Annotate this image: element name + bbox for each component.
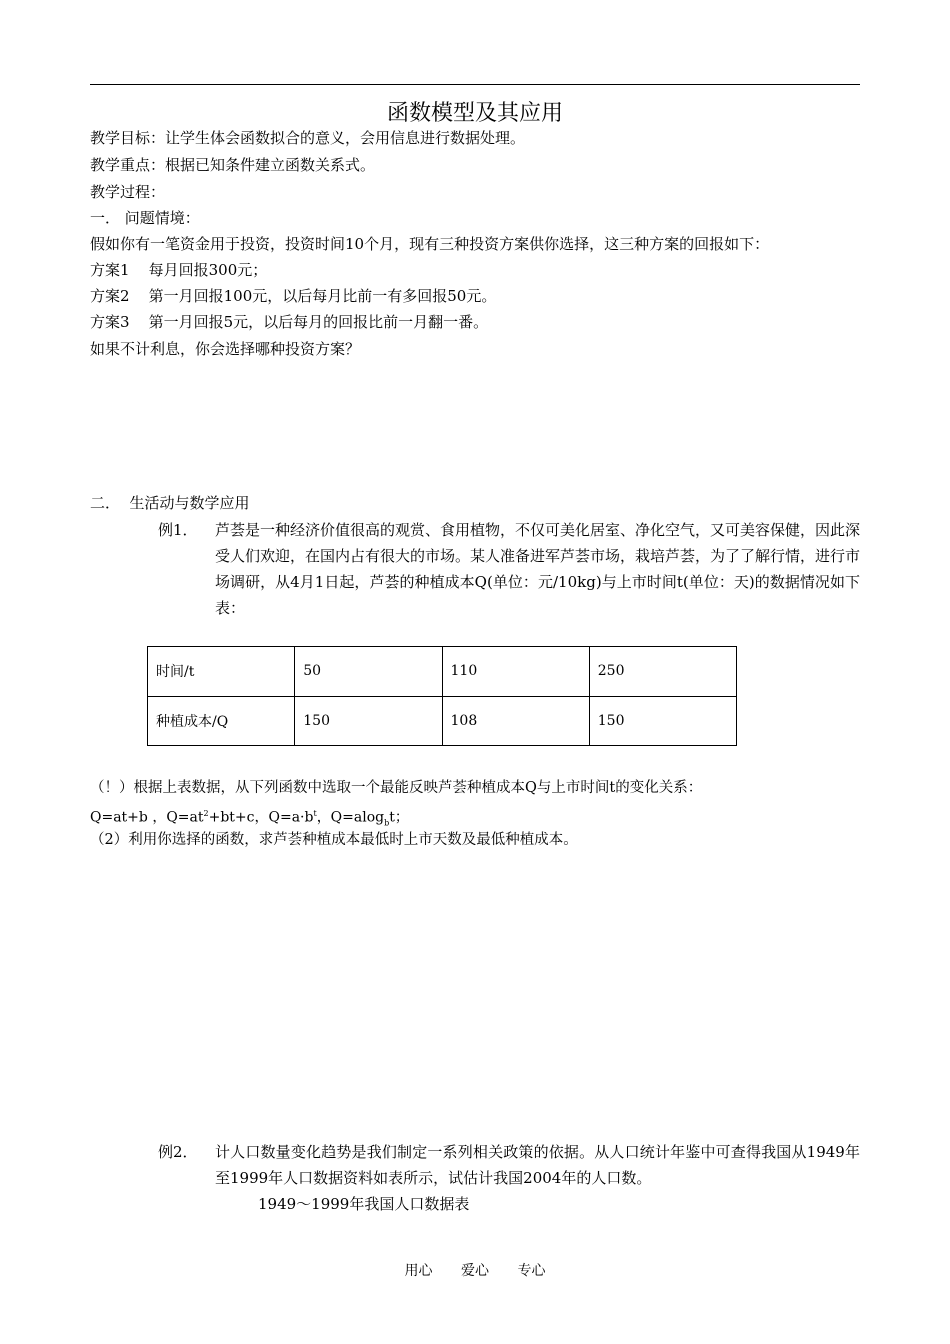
footer-text: 专心 bbox=[517, 1263, 546, 1279]
problem-text: 假如你有一笔资金用于投资，投资时间10个月，现有三种投资方案供你选择，这三种方案的回报如下： bbox=[90, 235, 770, 253]
question-2: （2）利用你选择的函数，求芦荟种植成本最低时上市天数及最低种植成本。 bbox=[90, 832, 578, 848]
section1-heading: 一． 问题情境： bbox=[90, 209, 200, 227]
plan-3: 方案3 第一月回报5元，以后每月的回报比前一月翻一番。 bbox=[90, 313, 489, 331]
example2-label: 例2． bbox=[158, 1143, 198, 1161]
plan-question: 如果不计利息，你会选择哪种投资方案？ bbox=[90, 340, 361, 358]
footer-text: 爱心 bbox=[461, 1263, 489, 1279]
example1-label: 例1． bbox=[158, 521, 198, 539]
plan-1: 方案1 每月回报300元； bbox=[90, 261, 268, 279]
table-cell: 50 bbox=[295, 647, 442, 697]
plan-2: 方案2 第一月回报100元，以后每月比前一有多回报50元。 bbox=[90, 287, 497, 305]
table-cell: 250 bbox=[589, 647, 736, 697]
population-table-title: 1949～1999年我国人口数据表 bbox=[258, 1195, 470, 1213]
function-options: Q=at+b ，$Q=at^2+bt+c$，$Q=a\cdot b^t$，Q=alog$_b$t； bbox=[90, 809, 409, 828]
table-cell: 种植成本/Q bbox=[148, 696, 295, 746]
header-rule bbox=[90, 84, 860, 85]
teaching-key: 教学重点：根据已知条件建立函数关系式。 bbox=[90, 156, 376, 174]
table-row bbox=[148, 696, 737, 746]
example1-text: 芦荟是一种经济价值很高的观赏、食用植物，不仅可美化居室、净化空气，又可美容保健，因此深受人们欢迎，在国内占有很大的市场。某人准备进军芦荟市场，栽培芦荟，为了了解行情，进行市场调研，从4月1日起，芦荟的种植成本Q(单位：元/10kg)与上市时间t(单位：天)的数据情况如下表： bbox=[215, 521, 861, 617]
teaching-goal: 教学目标：让学生体会函数拟合的意义，会用信息进行数据处理。 bbox=[90, 129, 526, 147]
cost-table bbox=[147, 646, 737, 746]
page-title: 函数模型及其应用 bbox=[386, 101, 563, 126]
table-cell: 108 bbox=[442, 696, 589, 746]
question-1: （！）根据上表数据，从下列函数中选取一个最能反映芦荟种植成本Q与上市时间t的变化关系： bbox=[90, 780, 703, 796]
page-footer bbox=[0, 1260, 950, 1280]
table-cell: 时间/t bbox=[148, 647, 295, 697]
teaching-process: 教学过程： bbox=[90, 183, 166, 201]
table-cell: 150 bbox=[295, 696, 442, 746]
table-row bbox=[148, 647, 737, 697]
table-cell: 110 bbox=[442, 647, 589, 697]
footer-text: 用心 bbox=[404, 1263, 433, 1279]
section2-heading: 二． 生活动与数学应用 bbox=[90, 494, 250, 512]
example2-text: 计人口数量变化趋势是我们制定一系列相关政策的依据。从人口统计年鉴中可查得我国从1949年至1999年人口数据资料如表所示，试估计我国2004年的人口数。 bbox=[215, 1143, 860, 1187]
table-cell: 150 bbox=[589, 696, 736, 746]
